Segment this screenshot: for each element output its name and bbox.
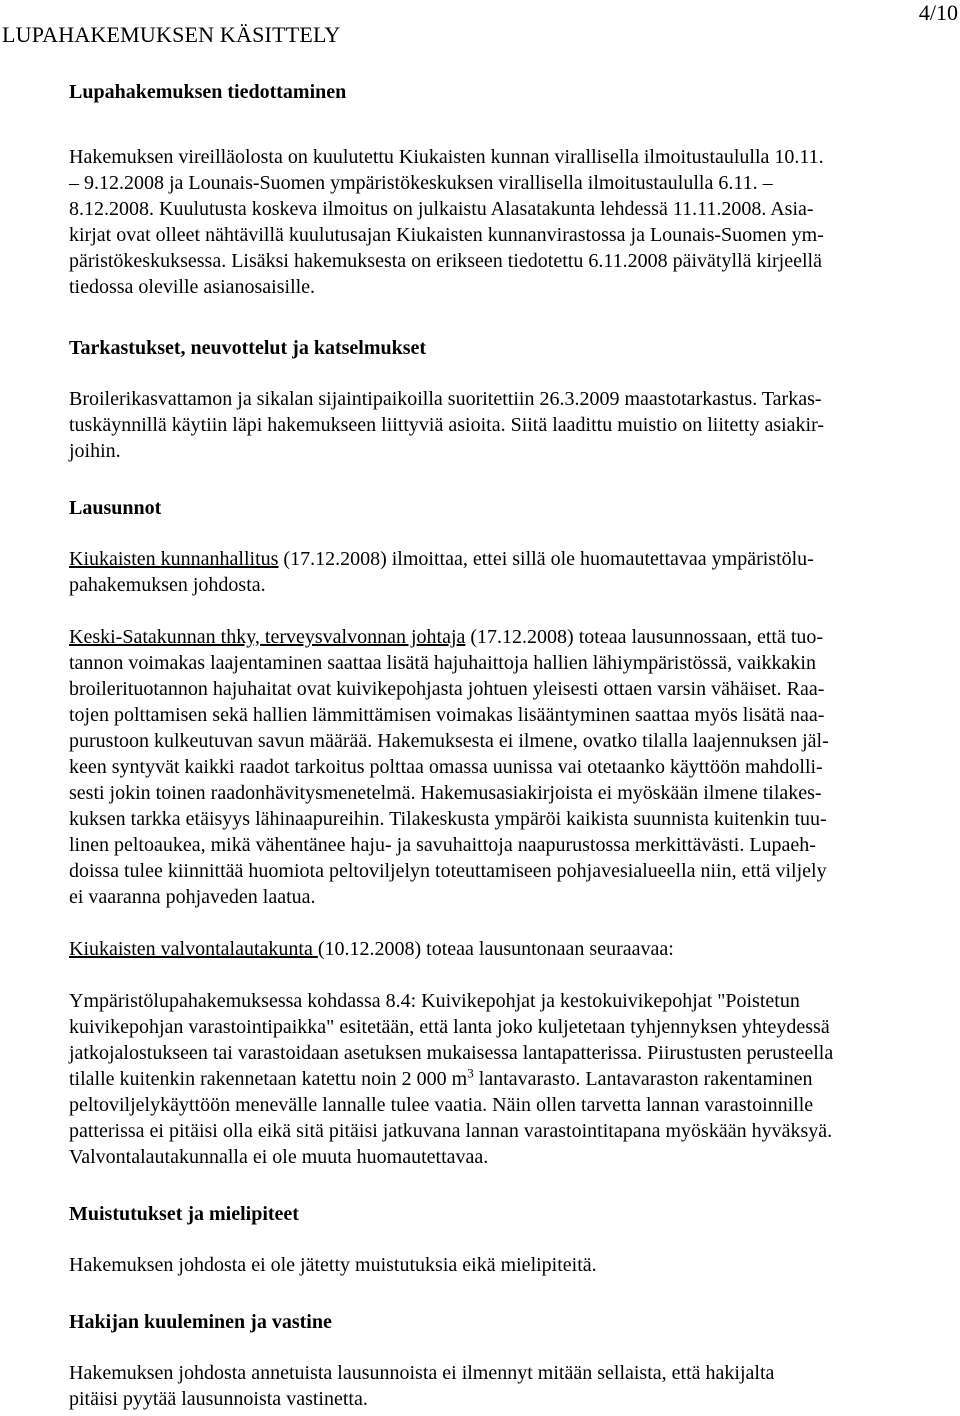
text-line: patterissa ei pitäisi olla eikä sitä pitäisi jatkuvana lannan varastointitapana myöskään hyväksyä. [69, 1120, 833, 1142]
statement-text: (17.12.2008) toteaa lausunnossaan, että tuo- [465, 626, 824, 648]
heading-tiedottaminen: Lupahakemuksen tiedottaminen [69, 81, 347, 103]
text-line: tuskäynnillä käytiin läpi hakemukseen liittyviä asioita. Siitä laadittu muistio on liitetty asiakir- [69, 414, 825, 436]
text-line: sesti jokin toinen raadonhävitysmenetelmä. Hakemusasiakirjoista ei myöskään ilmene tilakes- [69, 782, 822, 804]
text-line: tannon voimakas laajentaminen saattaa lisätä hajuhaittoja hallien lähiympäristössä, vaikkakin [69, 652, 816, 674]
heading-tarkastukset: Tarkastukset, neuvottelut ja katselmukset [69, 337, 427, 359]
statement-author: Kiukaisten valvontalautakunta [69, 938, 318, 960]
page-header-title: LUPAHAKEMUKSEN KÄSITTELY [2, 22, 341, 47]
statement-text: (10.12.2008) toteaa lausuntonaan seuraavaa: [317, 938, 674, 960]
text-line: pahakemuksen johdosta. [69, 574, 266, 596]
text-line [69, 1066, 949, 1092]
text-line: pitäisi pyytää lausunnoista vastinetta. [69, 1388, 368, 1410]
text-fragment: lantavarasto. Lantavaraston rakentaminen [473, 1068, 813, 1090]
text-line [69, 546, 949, 572]
text-line: broilerituotannon hajuhaitat ovat kuivikepohjasta johtuen yleisesti ottaen varsin vähäiset. Raa- [69, 678, 825, 700]
page-number: 4/10 [918, 0, 958, 25]
heading-lausunnot: Lausunnot [69, 497, 162, 519]
text-line: kuivikepohjan varastointipaikka" esitetään, että lanta joko kuljetetaan tyhjennyksen yhteydessä [69, 1016, 830, 1038]
text-line: Ympäristölupahakemuksessa kohdassa 8.4: Kuivikepohjat ja kestokuivikepohjat "Poistetun [69, 990, 800, 1012]
statement-thky [69, 624, 949, 910]
text-line [69, 936, 949, 962]
text-line: Valvontalautakunnalla ei ole muuta huomautettavaa. [69, 1146, 489, 1168]
statement-author: Keski-Satakunnan thky, terveysvalvonnan johtaja [69, 626, 466, 648]
text-line: keen syntyvät kaikki raadot tarkoitus polttaa omassa uunissa vai otetaanko käyttöön mahdolli- [69, 756, 823, 778]
document-body [69, 76, 949, 1412]
text-line: purustoon kulkeutuvan savun määrää. Hakemuksesta ei ilmene, ovatko tilalla laajennuksen jäl- [69, 730, 829, 752]
text-line: – 9.12.2008 ja Lounais-Suomen ympäristökeskuksen virallisella ilmoitustaululla 6.11. – [69, 172, 773, 194]
text-line: joihin. [69, 440, 121, 462]
text-line: päristökeskuksessa. Lisäksi hakemuksesta on erikseen tiedotettu 6.11.2008 päivätyllä kirjeellä [69, 250, 822, 272]
statement-author: Kiukaisten kunnanhallitus [69, 548, 279, 570]
statement-text: (17.12.2008) ilmoittaa, ettei sillä ole huomautettavaa ympäristölu- [278, 548, 814, 570]
superscript: 3 [467, 1065, 474, 1081]
text-line [69, 624, 949, 650]
statement-valvontalautakunta [69, 936, 949, 962]
heading-muistutukset: Muistutukset ja mielipiteet [69, 1203, 299, 1225]
statement-kunnanhallitus [69, 546, 949, 598]
text-line: peltoviljelykäyttöön menevälle lannalle tulee vaatia. Näin ollen tarvetta lannan varastoinnille [69, 1094, 814, 1116]
text-line: jatkojalostukseen tai varastoidaan asetuksen mukaisessa lantapatterissa. Piirustusten perusteella [69, 1042, 834, 1064]
text-line: doissa tulee kiinnittää huomiota peltoviljelyn toteuttamiseen pohjavesialueella niin, että viljely [69, 860, 827, 882]
paragraph-muistutukset [69, 1252, 949, 1278]
text-line: Hakemuksen vireilläolosta on kuulutettu Kiukaisten kunnan virallisella ilmoitustaululla 10.11. [69, 146, 824, 168]
text-line: ei vaaranna pohjaveden laatua. [69, 886, 316, 908]
text-line: tiedossa oleville asianosaisille. [69, 276, 316, 298]
heading-kuuleminen: Hakijan kuuleminen ja vastine [69, 1311, 332, 1333]
text-line: kuksen tarkka etäisyys lähinaapureihin. Tilakeskusta ympäröi kaikista suunnista kuitenkin tuu- [69, 808, 827, 830]
text-line: kirjat ovat olleet nähtävillä kuulutusajan Kiukaisten kunnanvirastossa ja Lounais-Suomen ym- [69, 224, 824, 246]
text-line: 8.12.2008. Kuulutusta koskeva ilmoitus on julkaistu Alasatakunta lehdessä 11.11.2008. Asia- [69, 198, 814, 220]
text-line: Hakemuksen johdosta annetuista lausunnoista ei ilmennyt mitään sellaista, että hakijalta [69, 1362, 775, 1384]
paragraph-kuuleminen [69, 1360, 949, 1412]
paragraph-tiedottaminen [69, 144, 949, 300]
paragraph-tarkastukset [69, 386, 949, 464]
text-fragment: tilalle kuitenkin rakennetaan katettu noin 2 000 m [69, 1068, 468, 1090]
statement-valvontalautakunta-quote [69, 988, 949, 1170]
text-line: Hakemuksen johdosta ei ole jätetty muistutuksia eikä mielipiteitä. [69, 1254, 597, 1276]
text-line: linen peltoaukea, mikä vähentänee haju- ja savuhaittoja naapurustossa merkittävästi. Lupaeh- [69, 834, 816, 856]
text-line: tojen polttamisen sekä hallien lämmittämisen voimakas lisääntyminen saattaa myös lisätä naa- [69, 704, 825, 726]
text-line: Broilerikasvattamon ja sikalan sijaintipaikoilla suoritettiin 26.3.2009 maastotarkastus. Tarkas- [69, 388, 822, 410]
